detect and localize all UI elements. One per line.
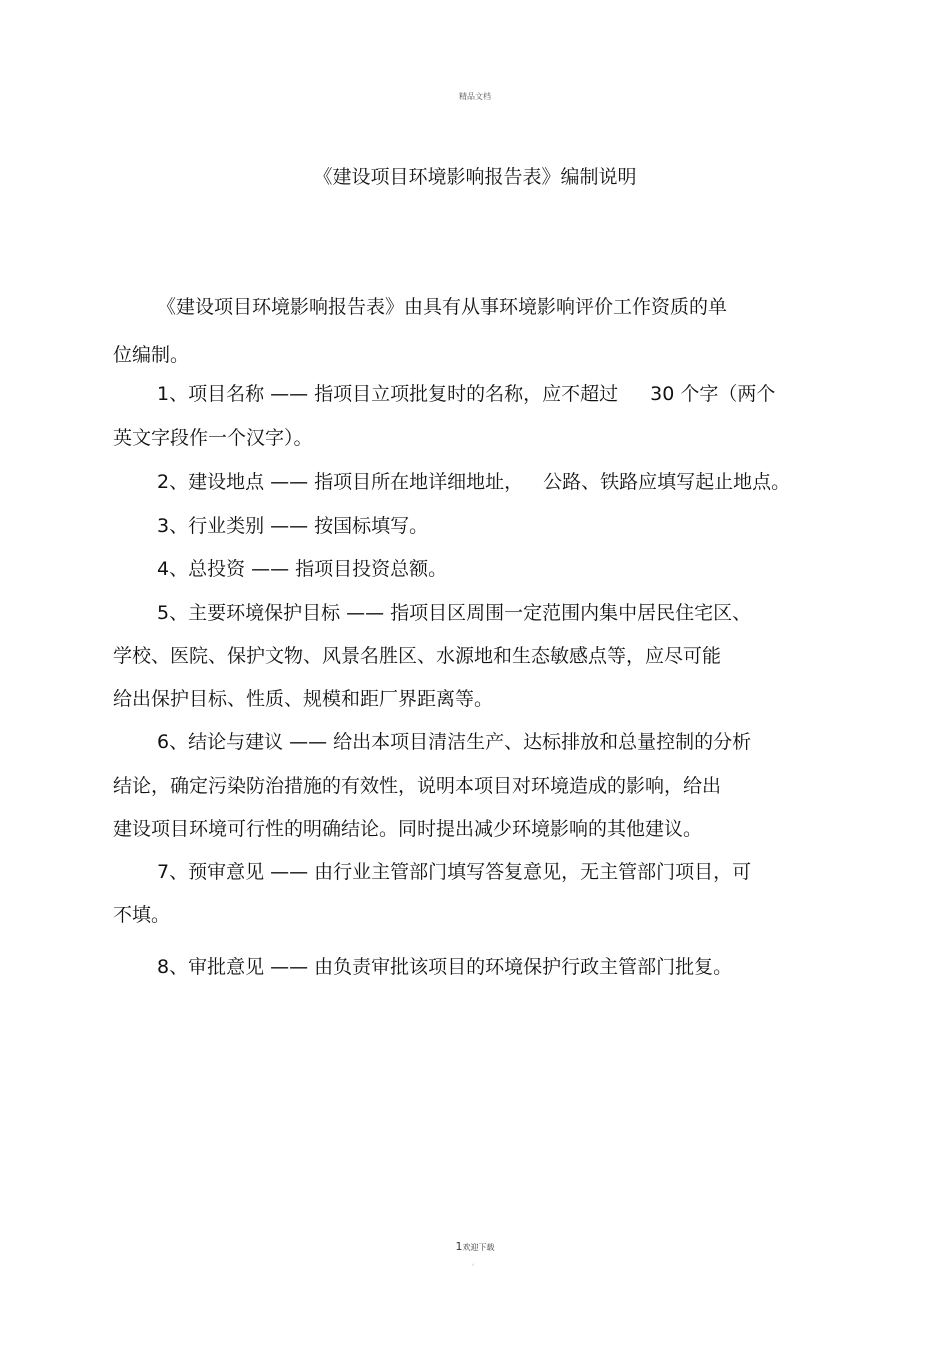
item-1-line-1 bbox=[157, 381, 775, 407]
footer-dot: 。 bbox=[471, 1260, 478, 1267]
item-5-line-3: 给出保护目标、性质、规模和距厂界距离等。 bbox=[113, 688, 494, 710]
page-footer bbox=[0, 1240, 950, 1253]
item-2-text-b: 公路、铁路应填写起止地点。 bbox=[543, 471, 791, 493]
item-7-line-1: 7、预审意见 —— 由行业主管部门填写答复意见，无主管部门项目，可 bbox=[157, 861, 752, 883]
item-2-text-a: 2、建设地点 —— 指项目所在地详细地址， bbox=[157, 471, 524, 493]
intro-line-1: 《建设项目环境影响报告表》由具有从事环境影响评价工作资质的单 bbox=[157, 296, 728, 318]
item-6-line-2: 结论，确定污染防治措施的有效性，说明本项目对环境造成的影响，给出 bbox=[113, 775, 722, 797]
item-8-line: 8、审批意见 —— 由负责审批该项目的环境保护行政主管部门批复。 bbox=[157, 956, 733, 978]
page-number: 1 bbox=[455, 1240, 463, 1253]
item-2-line bbox=[157, 469, 790, 495]
footer-text: 欢迎下载 bbox=[462, 1243, 495, 1252]
item-1-text-b: 30 个字（两个 bbox=[650, 383, 776, 405]
header-watermark: 精品文档 bbox=[459, 92, 491, 101]
item-7-line-2: 不填。 bbox=[113, 904, 171, 926]
item-6-line-3: 建设项目环境可行性的明确结论。同时提出减少环境影响的其他建议。 bbox=[113, 818, 703, 840]
item-5-line-1: 5、主要环境保护目标 —— 指项目区周围一定范围内集中居民住宅区、 bbox=[157, 602, 752, 624]
intro-line-2: 位编制。 bbox=[113, 344, 190, 366]
item-4-line: 4、总投资 —— 指项目投资总额。 bbox=[157, 558, 448, 580]
item-1-line-2: 英文字段作一个汉字）。 bbox=[113, 427, 313, 449]
document-title: 《建设项目环境影响报告表》编制说明 bbox=[313, 166, 637, 188]
item-3-line: 3、行业类别 —— 按国标填写。 bbox=[157, 515, 429, 537]
item-1-text-a: 1、项目名称 —— 指项目立项批复时的名称，应不超过 bbox=[157, 383, 619, 405]
item-6-line-1: 6、结论与建议 —— 给出本项目清洁生产、达标排放和总量控制的分析 bbox=[157, 731, 752, 753]
item-5-line-2: 学校、医院、保护文物、风景名胜区、水源地和生态敏感点等，应尽可能 bbox=[113, 645, 722, 667]
